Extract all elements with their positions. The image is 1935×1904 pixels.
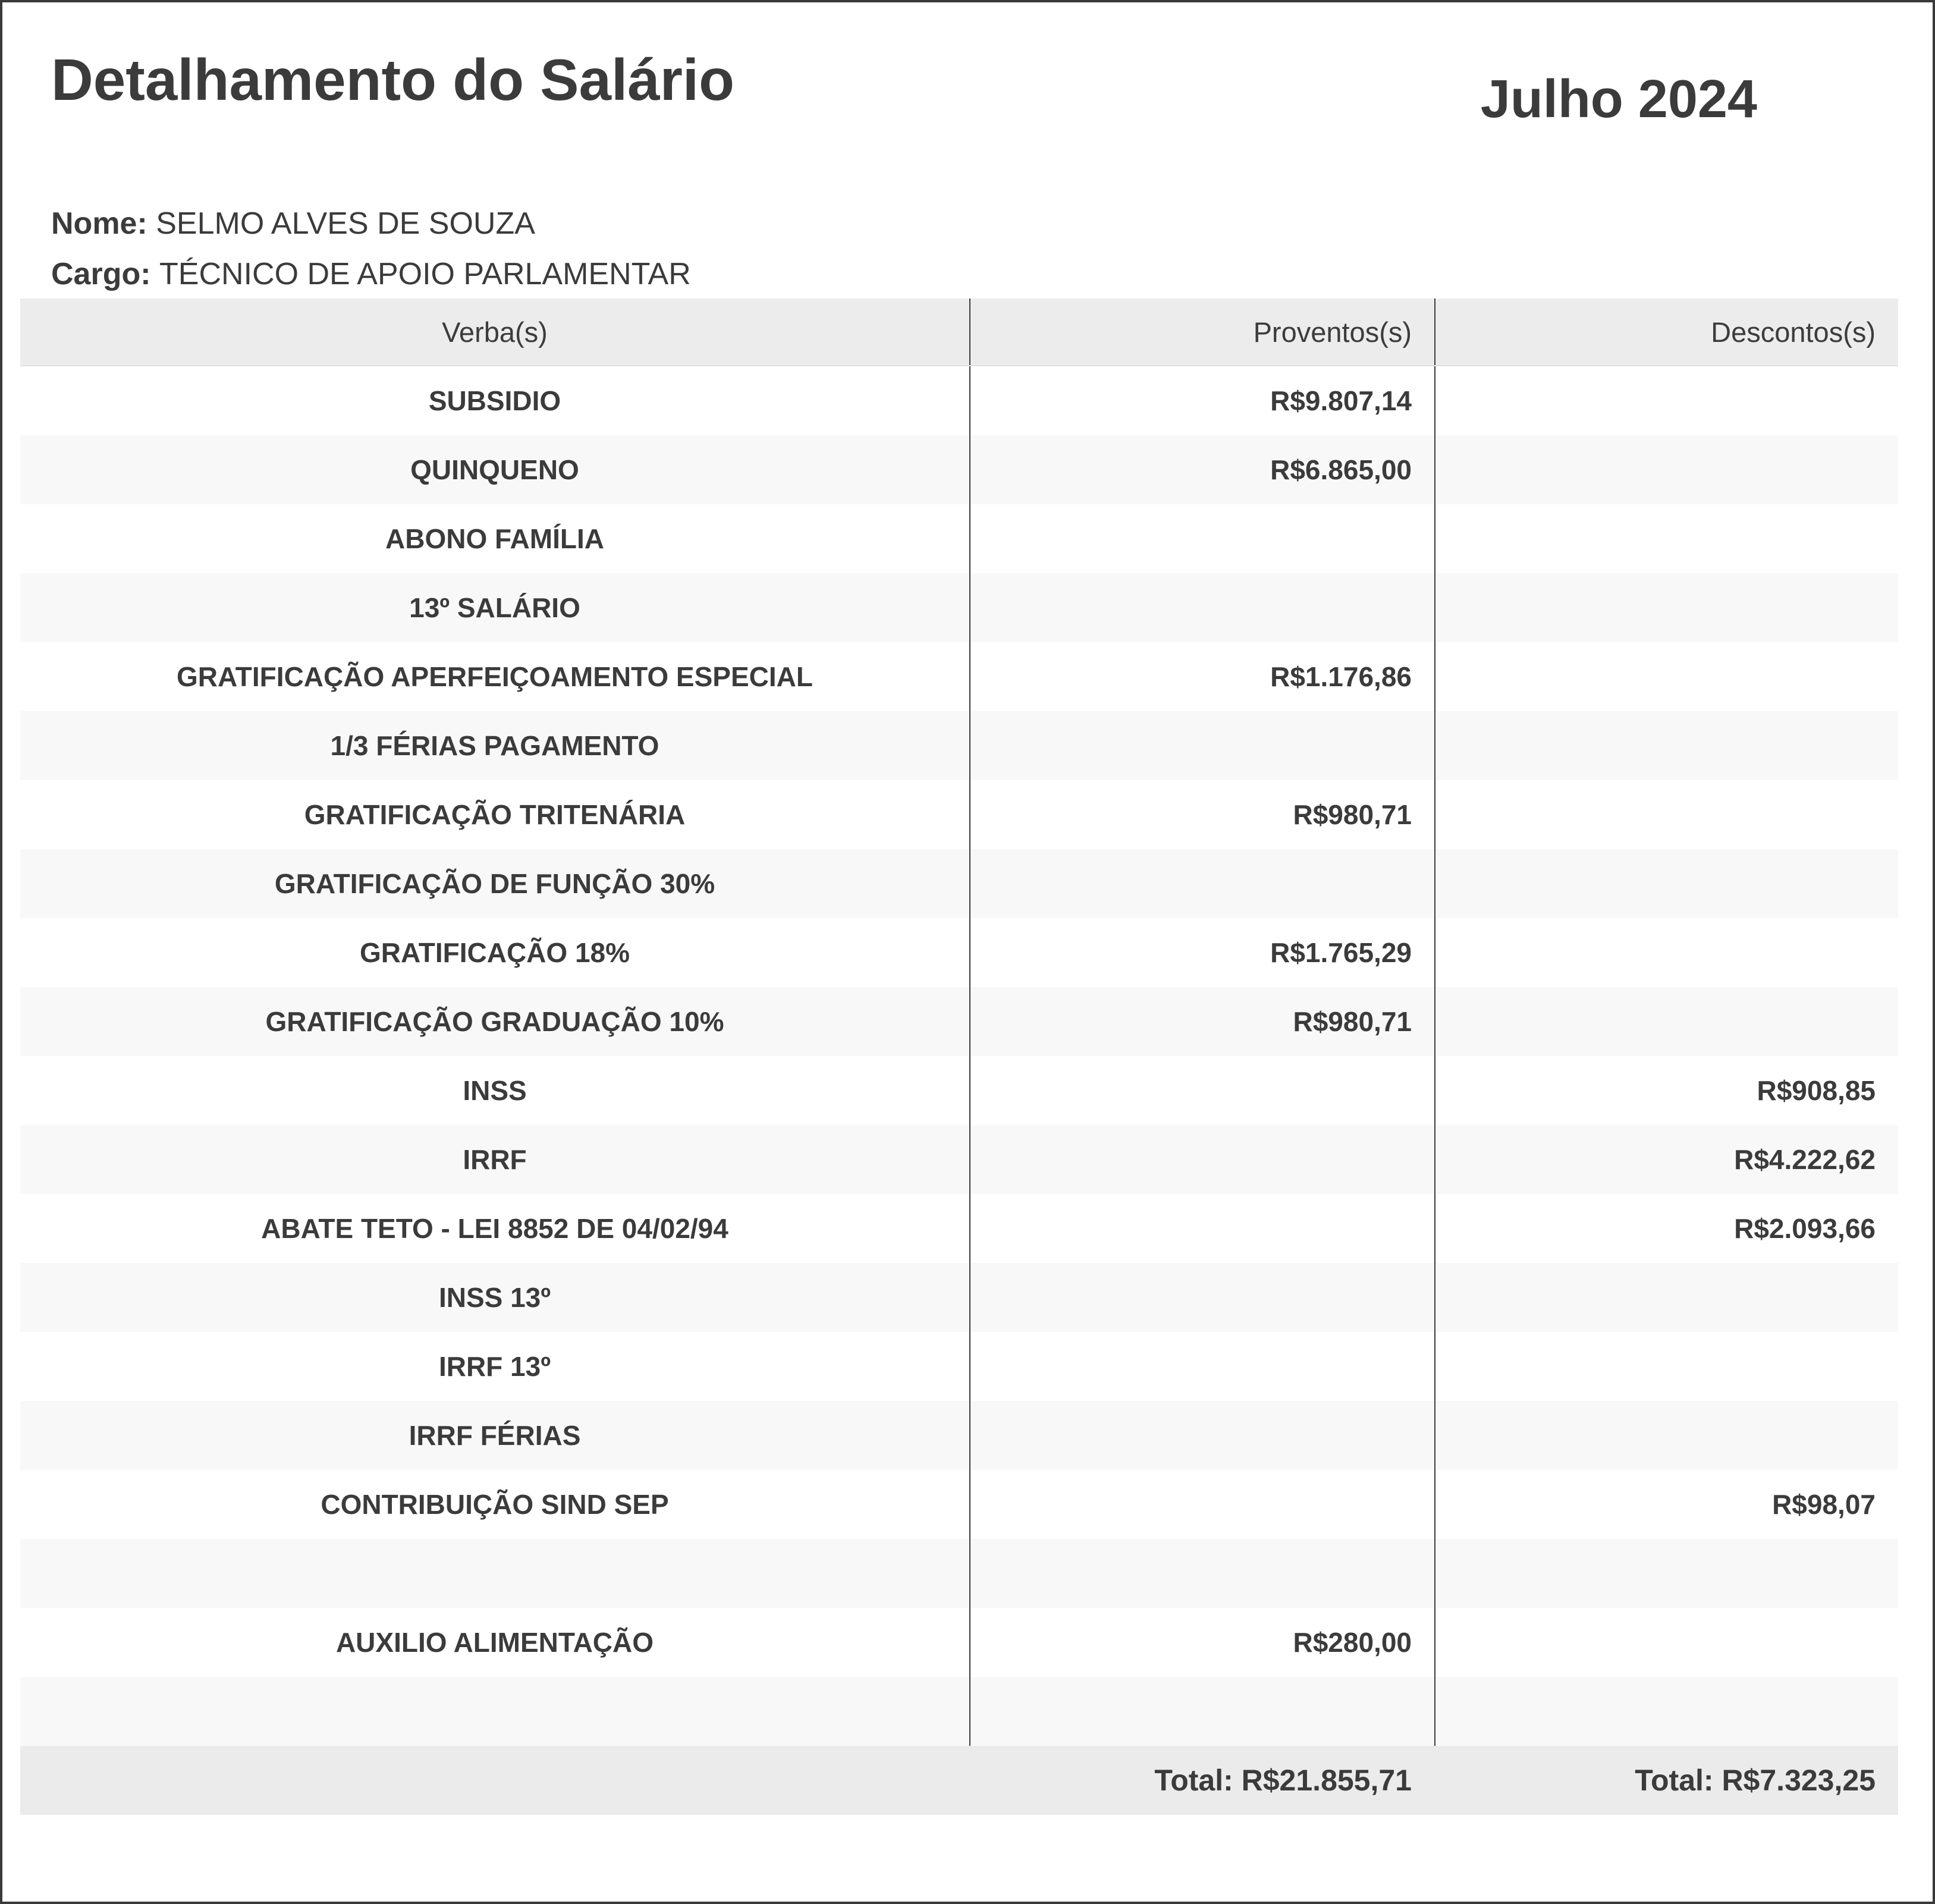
descontos-cell bbox=[1434, 1401, 1898, 1470]
verba-cell: GRATIFICAÇÃO DE FUNÇÃO 30% bbox=[274, 868, 715, 899]
proventos-cell bbox=[969, 1125, 1434, 1194]
proventos-cell bbox=[969, 849, 1434, 918]
table-row bbox=[20, 1194, 1898, 1263]
table-row bbox=[20, 918, 1898, 987]
table-row bbox=[20, 504, 1898, 573]
proventos-cell bbox=[969, 1677, 1434, 1746]
table-body bbox=[20, 366, 1898, 1746]
verba-cell: CONTRIBUIÇÃO SIND SEP bbox=[321, 1489, 669, 1520]
verba-cell: 13º SALÁRIO bbox=[409, 592, 580, 623]
proventos-cell bbox=[969, 1539, 1434, 1608]
table-row bbox=[20, 849, 1898, 918]
descontos-cell: R$4.222,62 bbox=[1434, 1125, 1898, 1194]
descontos-cell bbox=[1434, 1677, 1898, 1746]
proventos-cell bbox=[969, 1194, 1434, 1263]
descontos-cell bbox=[1434, 711, 1898, 780]
employee-name: SELMO ALVES DE SOUZA bbox=[156, 206, 535, 241]
descontos-cell bbox=[1434, 1608, 1898, 1677]
verba-cell: IRRF bbox=[463, 1144, 527, 1175]
proventos-cell: R$9.807,14 bbox=[969, 366, 1434, 435]
descontos-cell bbox=[1434, 780, 1898, 849]
employee-info bbox=[51, 199, 691, 300]
proventos-cell: R$6.865,00 bbox=[969, 435, 1434, 504]
proventos-cell bbox=[969, 1401, 1434, 1470]
verba-cell: SUBSIDIO bbox=[428, 385, 561, 416]
verba-cell: AUXILIO ALIMENTAÇÃO bbox=[335, 1627, 654, 1658]
table-row bbox=[20, 780, 1898, 849]
descontos-cell: R$2.093,66 bbox=[1434, 1194, 1898, 1263]
page-title: Detalhamento do Salário bbox=[51, 47, 735, 112]
verba-cell: GRATIFICAÇÃO GRADUAÇÃO 10% bbox=[265, 1006, 724, 1037]
verba-cell: 1/3 FÉRIAS PAGAMENTO bbox=[330, 730, 659, 761]
table-row bbox=[20, 573, 1898, 642]
descontos-cell bbox=[1434, 987, 1898, 1056]
verba-cell: GRATIFICAÇÃO 18% bbox=[359, 937, 630, 968]
descontos-cell bbox=[1434, 1263, 1898, 1332]
header-proventos: Proventos(s) bbox=[969, 299, 1434, 365]
descontos-cell bbox=[1434, 642, 1898, 711]
verba-cell: QUINQUENO bbox=[410, 454, 579, 485]
proventos-cell bbox=[969, 711, 1434, 780]
employee-role: TÉCNICO DE APOIO PARLAMENTAR bbox=[159, 257, 691, 291]
table-row bbox=[20, 1401, 1898, 1470]
proventos-cell: R$1.765,29 bbox=[969, 918, 1434, 987]
proventos-cell bbox=[969, 1263, 1434, 1332]
employee-name-line bbox=[51, 199, 691, 249]
descontos-cell bbox=[1434, 1539, 1898, 1608]
descontos-cell bbox=[1434, 918, 1898, 987]
proventos-cell bbox=[969, 504, 1434, 573]
verba-cell: ABATE TETO - LEI 8852 DE 04/02/94 bbox=[261, 1213, 728, 1244]
totals-row bbox=[20, 1746, 1898, 1815]
employee-name-label: Nome: bbox=[51, 206, 147, 241]
table-row bbox=[20, 711, 1898, 780]
header-verba: Verba(s) bbox=[442, 316, 548, 348]
verba-cell: IRRF 13º bbox=[438, 1351, 551, 1382]
table-row bbox=[20, 366, 1898, 435]
period-label: Julho 2024 bbox=[1480, 70, 1757, 129]
table-row bbox=[20, 1677, 1898, 1746]
descontos-cell: R$98,07 bbox=[1434, 1470, 1898, 1539]
table-row bbox=[20, 987, 1898, 1056]
totals-spacer bbox=[20, 1746, 969, 1815]
total-proventos: Total: R$21.855,71 bbox=[1154, 1764, 1412, 1797]
total-descontos: Total: R$7.323,25 bbox=[1635, 1764, 1876, 1797]
proventos-cell bbox=[969, 1470, 1434, 1539]
table-row bbox=[20, 1263, 1898, 1332]
table-row bbox=[20, 1125, 1898, 1194]
verba-cell: INSS bbox=[463, 1075, 527, 1106]
descontos-cell: R$908,85 bbox=[1434, 1056, 1898, 1125]
table-row bbox=[20, 435, 1898, 504]
verba-cell: ABONO FAMÍLIA bbox=[385, 523, 604, 554]
descontos-cell bbox=[1434, 849, 1898, 918]
descontos-cell bbox=[1434, 504, 1898, 573]
verba-cell bbox=[20, 1539, 969, 1608]
employee-role-label: Cargo: bbox=[51, 257, 151, 291]
proventos-cell bbox=[969, 573, 1434, 642]
descontos-cell bbox=[1434, 1332, 1898, 1401]
verba-cell: IRRF FÉRIAS bbox=[409, 1420, 581, 1451]
table-row bbox=[20, 642, 1898, 711]
verba-cell: GRATIFICAÇÃO TRITENÁRIA bbox=[304, 799, 686, 830]
proventos-cell bbox=[969, 1332, 1434, 1401]
descontos-cell bbox=[1434, 366, 1898, 435]
table-row bbox=[20, 1539, 1898, 1608]
table-row bbox=[20, 1470, 1898, 1539]
descontos-cell bbox=[1434, 573, 1898, 642]
verba-cell: GRATIFICAÇÃO APERFEIÇOAMENTO ESPECIAL bbox=[177, 661, 813, 692]
proventos-cell: R$280,00 bbox=[969, 1608, 1434, 1677]
employee-role-line bbox=[51, 249, 691, 300]
verba-cell: INSS 13º bbox=[438, 1282, 551, 1313]
proventos-cell: R$1.176,86 bbox=[969, 642, 1434, 711]
table-row bbox=[20, 1608, 1898, 1677]
proventos-cell: R$980,71 bbox=[969, 987, 1434, 1056]
salary-table bbox=[20, 299, 1898, 1815]
header-descontos: Descontos(s) bbox=[1434, 299, 1898, 365]
descontos-cell bbox=[1434, 435, 1898, 504]
table-row bbox=[20, 1332, 1898, 1401]
proventos-cell bbox=[969, 1056, 1434, 1125]
proventos-cell: R$980,71 bbox=[969, 780, 1434, 849]
table-row bbox=[20, 1056, 1898, 1125]
table-header-row bbox=[20, 299, 1898, 366]
verba-cell bbox=[20, 1677, 969, 1746]
